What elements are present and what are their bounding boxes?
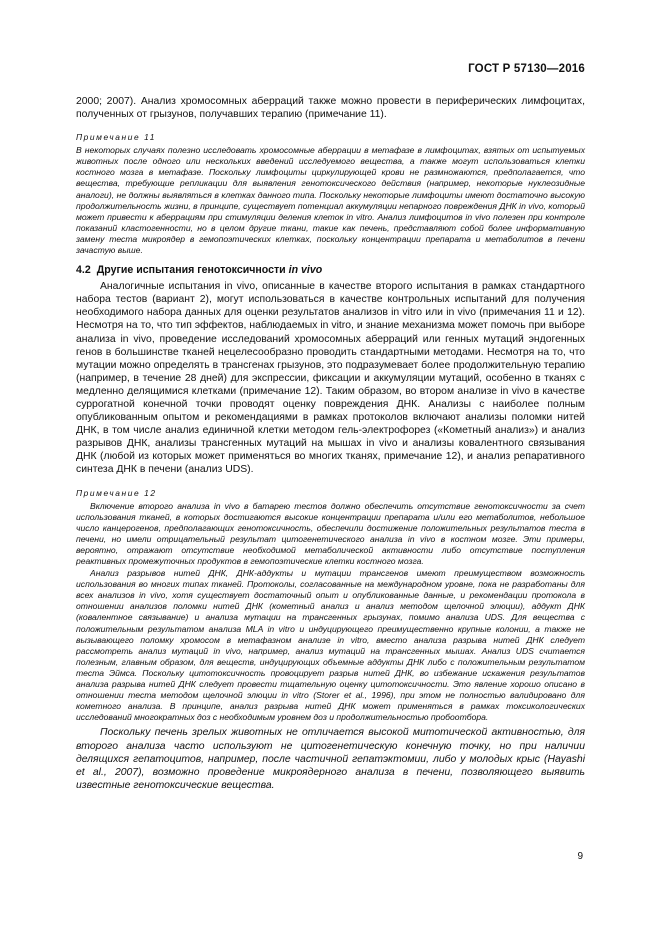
note-11-label: Примечание 11 <box>76 132 157 143</box>
document-header-standard: ГОСТ Р 57130—2016 <box>468 63 585 75</box>
main-paragraph: Аналогичные испытания in vivo, описанные в качестве второго испытания в рамках стандартного набора тестов (вариант 2), могут использоваться в качестве контрольных испытаний для получения необходимого набора данных для оценки результатов анализов in vitro или in vivo (примечания 11 и 12). Несмотря на то, что тип эффектов, наблюдаемых in vitro, и знание механизма может помочь при выборе анализа in vivo, проведение исследований хромосомных аберраций или генных мутаций эндогенных генов в большинстве тканей нецелесообразно проводить стандартными методами. Несмотря на то, что мутации можно определять в трансгенах грызунов, это подразумевает более продолжительную терапию (например, в течение 28 дней) для экспрессии, фиксации и аккумуляции мутаций, особенно в тканях с медленно делящимися клетками (примечание 12). Таким образом, во втором анализе in vivo в качестве суррогатной конечной точки проводят оценку повреждения ДНК. Анализы с наиболее полным опубликованным опытом и рекомендациями в рамках протоколов включают анализы поломки нитей ДНК, в том числе анализ единичной клетки методом гель-электрофорез («Кометный анализ») и анализ разрывов ДНК, анализы трансгенных мутаций на мышах in vivo и анализы ковалентного связывания ДНК (любой из которых может применяться во многих тканях, примечание 12), и анализ репаративного синтеза ДНК в печени (анализ UDS). <box>76 281 585 476</box>
note-12-label: Примечание 12 <box>76 487 157 498</box>
closing-paragraph: Поскольку печень зрелых животных не отличается высокой митотической активностью, для второго анализа часто используют не цитогенетическую конечную точку, но при наличии делящихся гепатоцитов, например, после частичной гепатэктомии, либо у молодых крыс (Hayashi et al., 2007), возможно проведение микроядерного анализа в печени, позволяющего выявить известные генотоксические вещества. <box>76 727 585 791</box>
page-number: 9 <box>577 851 583 862</box>
section-title: Другие испытания генотоксичности <box>96 264 289 277</box>
document-content <box>76 95 585 792</box>
section-number: 4.2 <box>76 264 91 277</box>
section-heading-4-2 <box>76 264 585 276</box>
note-12-paragraph-2: Анализ разрывов нитей ДНК, ДНК-аддукты и мутации трансгенов имеют преимуществом возможность использования во многих типах тканей. Протоколы, согласованные на международном уровне, пока не разработаны для всех анализов in vivo, хотя существует достаточный опыт и опубликованные данные, и рекомендации протокола в отношении анализов поломки нитей ДНК (кометный анализ и анализ методом щелочной элюции), аддукт ДНК (ковалентное связывание) и анализа мутации на трансгенных грызунах, помимо анализа UDS. Для вещества с положительным результатом анализа MLA in vitro и индуцирующего преимущественно крупные колонии, а также не вызывающего поломку хромосом в метафазном анализе in vitro, вместо анализа разрыва нитей ДНК следует рассмотреть анализ мутаций in vivo, например, анализ мутаций на трансгенных мышах. Анализ UDS считается полезным, главным образом, для веществ, индуцирующих объемные аддукты ДНК либо с положительным результатом теста Эймса. Поскольку цитотоксичность провоцирует разрыв нитей ДНК, во избежание искажения результатов анализа разрыва нитей ДНК следует провести тщательную оценку цитотоксичности. Это явление хорошо описано в отношении теста методом щелочной элюции in vitro (Storer et al., 1996), при этом не полностью валидировано для кометного анализа. В принципе, анализ разрыва нитей ДНК может применяться в рамках токсикологических исследований многократных доз с необходимым уровнем доз и продолжительностью пробоотбора. <box>76 568 585 723</box>
intro-paragraph: 2000; 2007). Анализ хромосомных аберраций также можно провести в периферических лимфоцитах, полученных от грызунов, получавших терапию (примечание 11). <box>76 96 585 121</box>
section-title-italic: in vivo <box>288 264 323 277</box>
note-11-text: В некоторых случаях полезно исследовать хромосомные аберрации в метафазе в лимфоцитах, взятых от испытуемых животных после одного или нескольких введений исследуемого вещества, а также могут использоваться клетки костного мозга в метафазе. Поскольку лимфоциты циркулирующей крови не размножаются, предполагается, что вещества, требующие репликации для выявления генотоксического действия (например, некоторые нуклеозидные аналоги), не должны выявляться в клетках данного типа. Поскольку некоторые лимфоциты имеют достаточно высокую продолжительность жизни, в принципе, существует потенциал аккумуляции непарного повреждения ДНК in vivo, который может привести к аберрациям при стимуляции деления клеток in vitro. Анализ лимфоцитов in vivo полезен при контроле показаний кластогенности, но в целом другие ткани, такие как печень, представляют собой более информативную замену теста микроядер в гемопоэтических клетках, поскольку концентрации препарата и метаболитов в печени зачастую выше. <box>76 145 585 256</box>
note-12-paragraph-1: Включение второго анализа in vivo в батарею тестов должно обеспечить отсутствие генотоксичности за счет использования тканей, в которых достигаются высокие концентрации препарата и/или его метаболитов, небольшое число канцерогенов, предполагающих генотоксичность, обеспечили достижение положительных результатов теста в печени, но имели отрицательный результат цитогенетического анализа in vivo в костном мозге. Эти примеры, вероятно, отражают отсутствие необходимой метаболической активности либо отсутствие поступления реактивных промежуточных продуктов в гемопоэтические клетки костного мозга. <box>76 500 585 566</box>
